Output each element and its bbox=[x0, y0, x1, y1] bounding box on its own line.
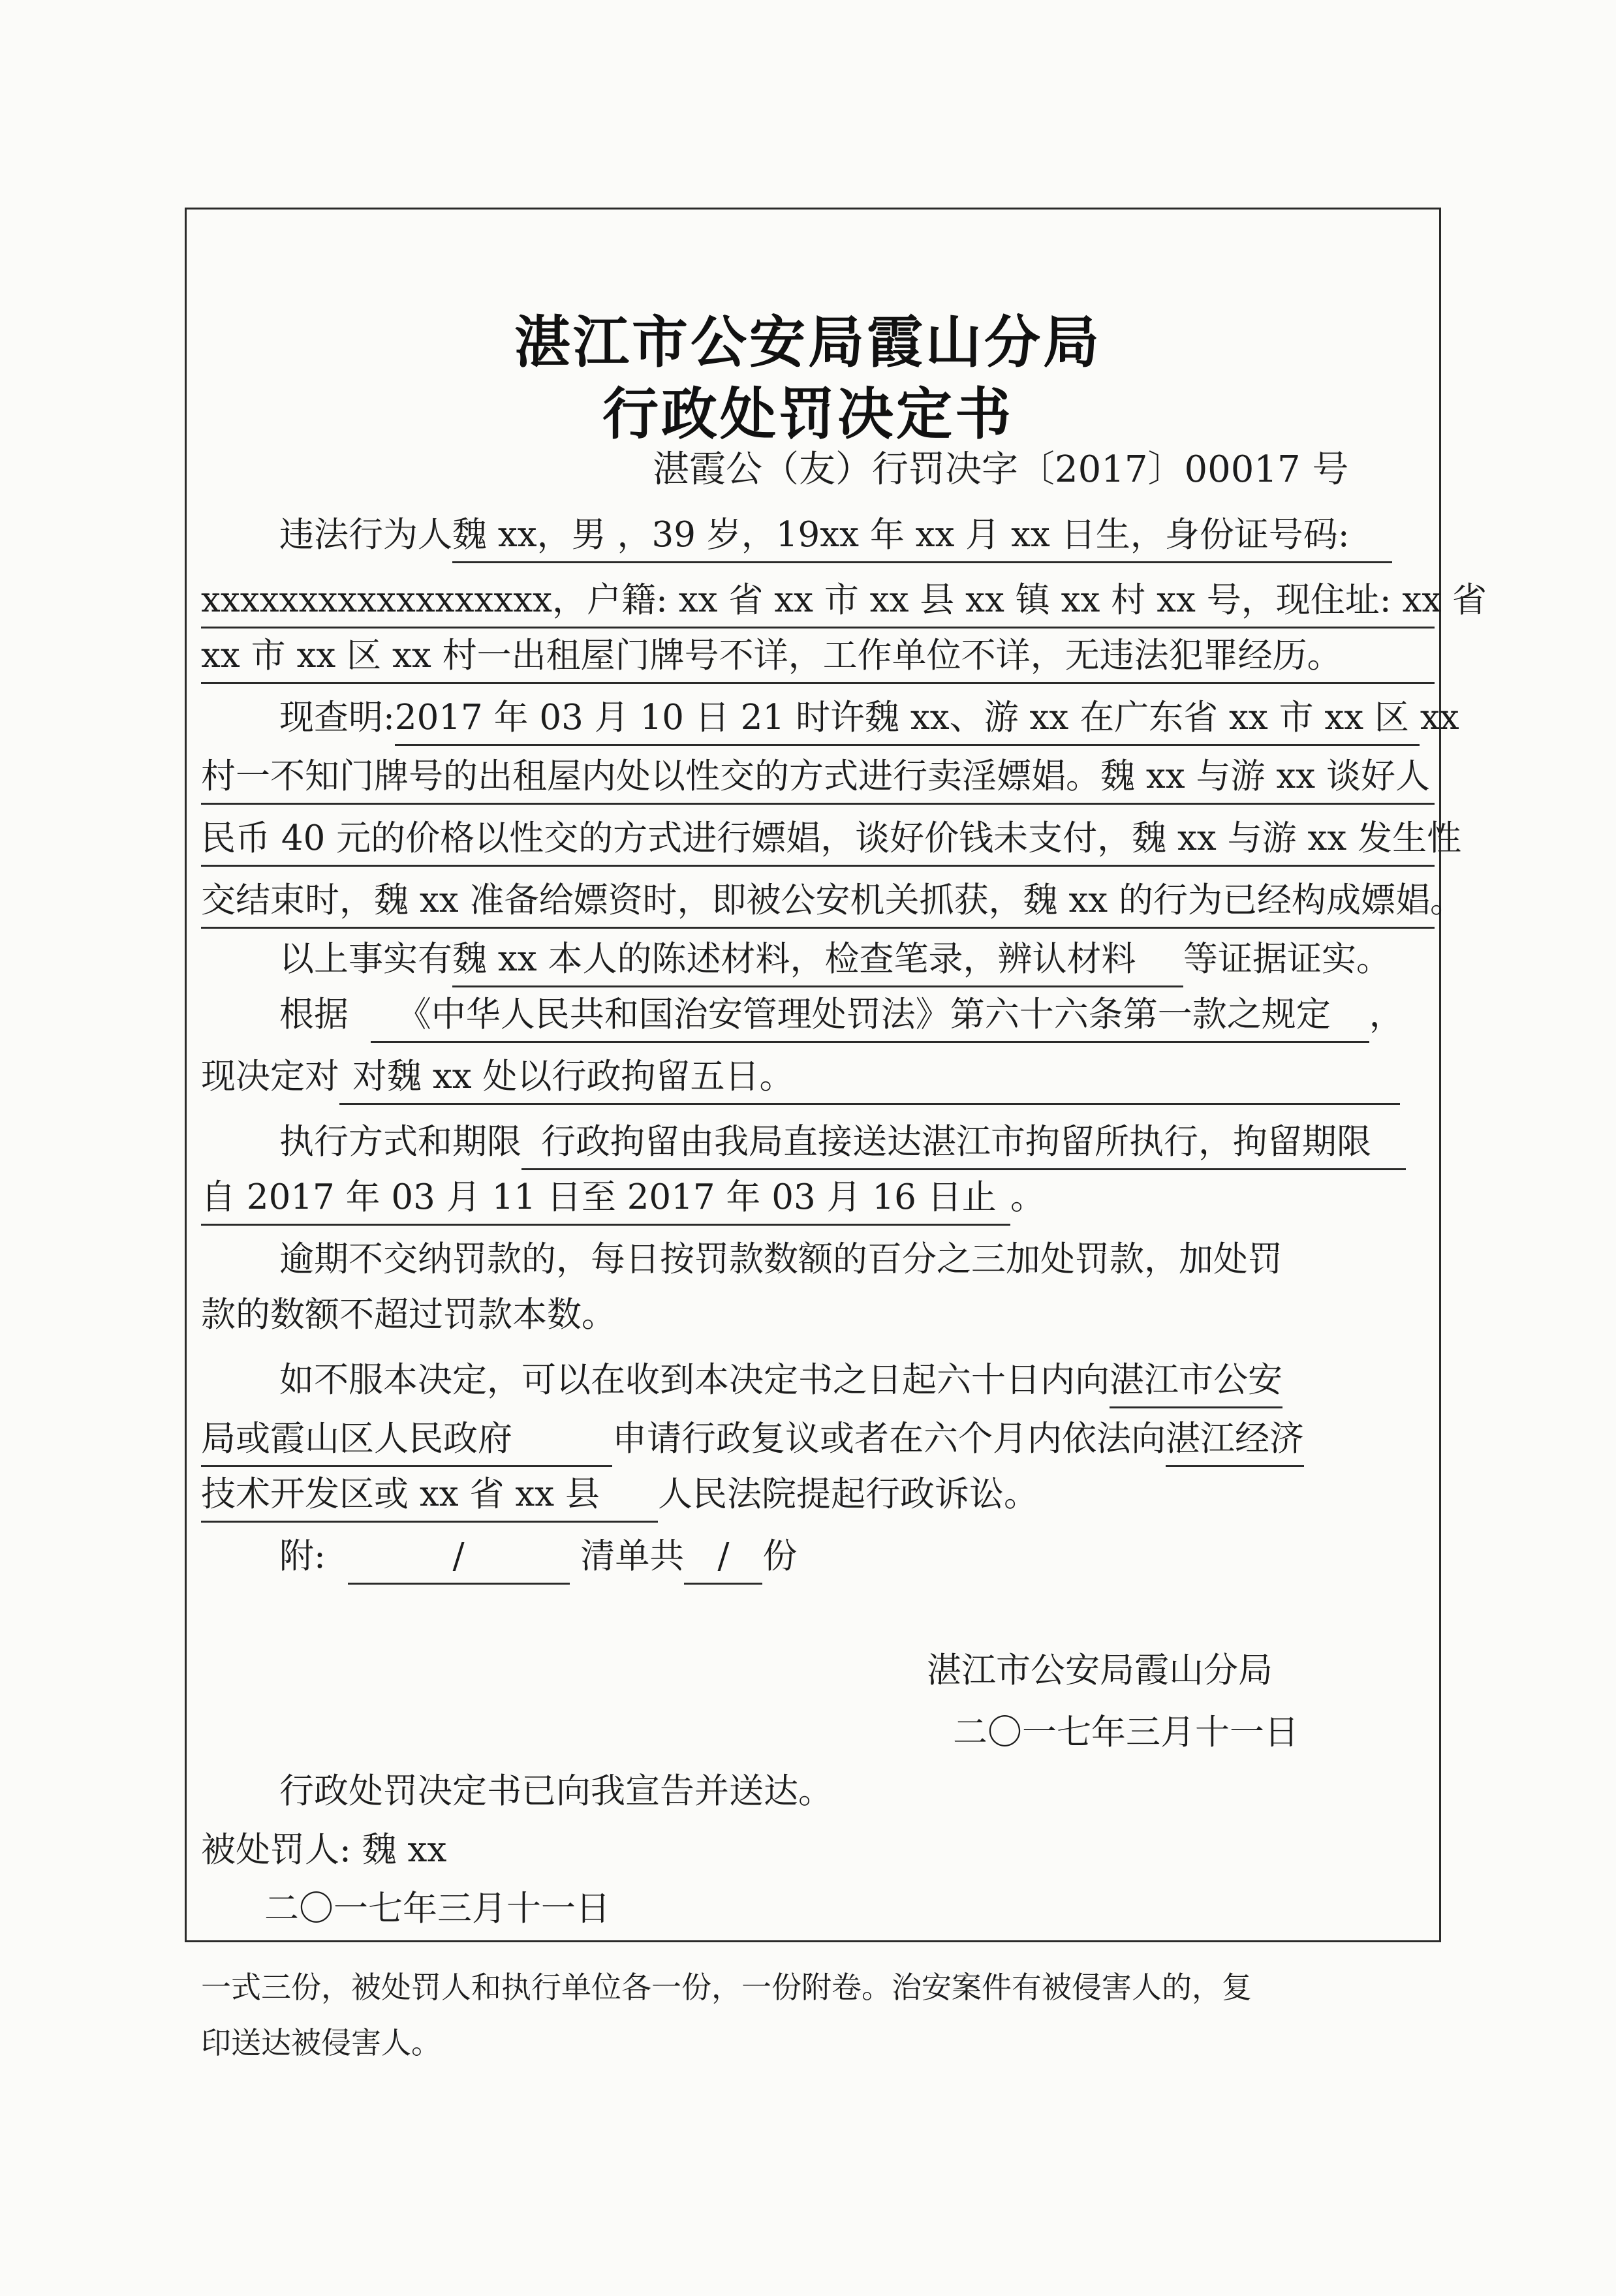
attachment-line bbox=[279, 1530, 797, 1585]
appeal-text-3: 人民法院提起行政诉讼。 bbox=[658, 1474, 1038, 1514]
appeal-line-3 bbox=[201, 1468, 1038, 1523]
decision-prefix: 现决定对 bbox=[201, 1057, 339, 1096]
issuer-name: 湛江市公安局霞山分局 bbox=[927, 1651, 1273, 1690]
attachment-prefix: 附: bbox=[279, 1536, 326, 1576]
overdue-line-2: 款的数额不超过罚款本数。 bbox=[201, 1295, 616, 1335]
appeal-line-2 bbox=[201, 1413, 1304, 1467]
decision-line bbox=[201, 1051, 1400, 1105]
evidence-prefix: 以上事实有 bbox=[279, 939, 452, 979]
receipt-date: 二〇一七年三月十一日 bbox=[264, 1889, 610, 1929]
issuer-date: 二〇一七年三月十一日 bbox=[953, 1713, 1299, 1752]
receipt-label: 被处罚人: 魏 xx bbox=[201, 1830, 447, 1870]
evidence-suffix: 等证据证实。 bbox=[1183, 939, 1391, 979]
appeal-text-2: 申请行政复议或者在六个月内依法向 bbox=[612, 1419, 1166, 1459]
facts-line-4: 交结束时，魏 xx 准备给嫖资时，即被公安机关抓获，魏 xx 的行为已经构成嫖娼。 bbox=[201, 875, 1435, 929]
receipt-statement: 行政处罚决定书已向我宣告并送达。 bbox=[279, 1771, 833, 1811]
execution-fill-1: 行政拘留由我局直接送达湛江市拘留所执行，拘留期限 bbox=[521, 1116, 1406, 1170]
facts-fill-1: 2017 年 03 月 10 日 21 时许魏 xx、游 xx 在广东省 xx 市 xx 区 xx bbox=[395, 692, 1420, 746]
basis-prefix: 根据 bbox=[279, 995, 349, 1034]
document-number: 湛霞公（友）行罚决字〔2017〕00017 号 bbox=[653, 448, 1349, 491]
person-line-1 bbox=[279, 509, 1392, 563]
execution-prefix: 执行方式和期限 bbox=[279, 1122, 521, 1162]
title-line-1: 湛江市公安局霞山分局 bbox=[514, 309, 1102, 375]
appeal-fill-3: 湛江经济 bbox=[1166, 1413, 1304, 1467]
appeal-text-1: 如不服本决定，可以在收到本决定书之日起六十日内向 bbox=[279, 1360, 1110, 1400]
basis-line bbox=[279, 989, 1404, 1043]
decision-fill: 对魏 xx 处以行政拘留五日。 bbox=[339, 1051, 1400, 1105]
attachment-suffix: 份 bbox=[762, 1536, 798, 1576]
appeal-line-1 bbox=[279, 1354, 1282, 1408]
attachment-fill-1: / bbox=[348, 1530, 570, 1585]
evidence-line bbox=[279, 933, 1391, 987]
facts-line-3: 民币 40 元的价格以性交的方式进行嫖娼，谈好价钱未支付，魏 xx 与游 xx 发生性 bbox=[201, 813, 1435, 867]
basis-suffix: ， bbox=[1369, 995, 1404, 1034]
footnote-line-2: 印送达被侵害人。 bbox=[201, 2025, 441, 2060]
evidence-fill: 魏 xx 本人的陈述材料，检查笔录，辨认材料 bbox=[452, 933, 1183, 987]
basis-fill: 《中华人民共和国治安管理处罚法》第六十六条第一款之规定 bbox=[371, 989, 1369, 1043]
appeal-fill-1: 湛江市公安 bbox=[1110, 1354, 1282, 1408]
attachment-mid: 清单共 bbox=[580, 1536, 685, 1576]
title-line-2: 行政处罚决定书 bbox=[602, 381, 1014, 447]
person-line-3: xx 市 xx 区 xx 村一出租屋门牌号不详，工作单位不详，无违法犯罪经历。 bbox=[201, 630, 1435, 684]
execution-suffix: 。 bbox=[1010, 1177, 1045, 1217]
facts-label: 现查明: bbox=[279, 698, 395, 737]
appeal-fill-2: 局或霞山区人民政府 bbox=[201, 1413, 612, 1467]
facts-line-2: 村一不知门牌号的出租屋内处以性交的方式进行卖淫嫖娼。魏 xx 与游 xx 谈好人 bbox=[201, 751, 1435, 805]
overdue-line-1: 逾期不交纳罚款的，每日按罚款数额的百分之三加处罚款，加处罚 bbox=[279, 1239, 1282, 1279]
execution-line-2 bbox=[201, 1171, 1045, 1226]
execution-fill-2: 自 2017 年 03 月 11 日至 2017 年 03 月 16 日止 bbox=[201, 1171, 1010, 1226]
attachment-fill-2: / bbox=[684, 1530, 762, 1585]
person-info-fill: 魏 xx，男 ，39 岁，19xx 年 xx 月 xx 日生，身份证号码: bbox=[452, 509, 1392, 563]
appeal-fill-4: 技术开发区或 xx 省 xx 县 bbox=[201, 1468, 658, 1523]
person-label: 违法行为人 bbox=[279, 515, 452, 555]
facts-line-1 bbox=[279, 692, 1459, 746]
execution-line-1 bbox=[279, 1116, 1406, 1170]
person-line-2: xxxxxxxxxxxxxxxxxx，户籍: xx 省 xx 市 xx 县 xx 镇 xx 村 xx 号，现住址: xx 省 bbox=[201, 574, 1435, 628]
footnote-line-1: 一式三份，被处罚人和执行单位各一份，一份附卷。治安案件有被侵害人的，复 bbox=[201, 1970, 1252, 2005]
